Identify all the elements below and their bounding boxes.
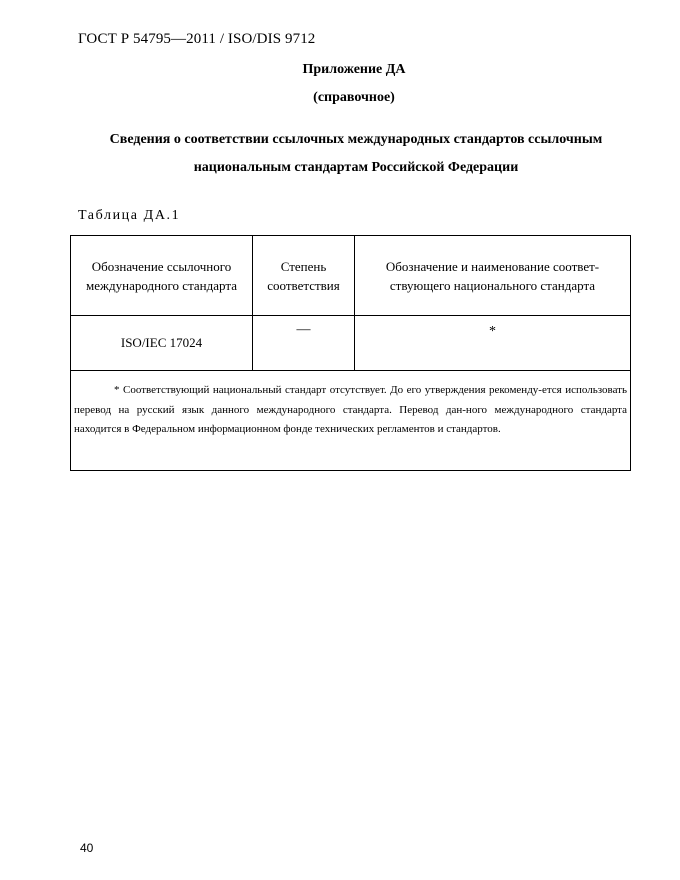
correspondence-table xyxy=(70,235,630,471)
annex-title: Приложение ДА xyxy=(302,62,406,77)
page-number: 40 xyxy=(80,841,94,855)
cell-degree xyxy=(253,316,355,371)
cell-national-standard xyxy=(355,316,631,371)
degree-value: — xyxy=(296,322,311,337)
header-col1-line-2: международного стандарта xyxy=(86,277,237,293)
correspondence-table-grid xyxy=(70,235,631,471)
table-row xyxy=(71,316,631,371)
header-col3-line-1: Обозначение и наименование соответ- xyxy=(385,258,600,274)
header-international-standard xyxy=(71,236,253,316)
header-national-standard xyxy=(355,236,631,316)
table-header-row xyxy=(71,236,631,316)
header-col1-line-1: Обозначение ссылочного xyxy=(91,258,232,274)
cell-international-standard xyxy=(71,316,253,371)
document-code: ГОСТ Р 54795—2011 / ISO/DIS 9712 xyxy=(78,31,316,47)
table-caption: Таблица ДА.1 xyxy=(78,208,181,223)
header-col2-line-2: соответствия xyxy=(267,277,340,293)
national-standard-value: * xyxy=(489,324,496,339)
table-footnote xyxy=(71,371,631,471)
header-col3-line-2: ствующего национального стандарта xyxy=(389,277,596,293)
header-degree-of-correspondence xyxy=(253,236,355,316)
section-title-line-2: национальным стандартам Российской Федерации xyxy=(193,160,519,175)
header-col2-line-1: Степень xyxy=(280,258,327,274)
footnote-text: * Соответствующий национальный стандарт отсутствует. До его утверждения рекоменду-ется использовать перевод на русский язык данного международного стандарта. Перевод дан-ного международного стандарта находится в Федеральном информационном фонде технических регламентов и стандартов. xyxy=(74,384,627,435)
section-title-line-1: Сведения о соответствии ссылочных международных стандартов ссылочным xyxy=(109,132,603,147)
standard-designation: ISO/IEC 17024 xyxy=(120,335,203,350)
table-note-row xyxy=(71,371,631,471)
annex-subtitle: (справочное) xyxy=(313,90,395,105)
section-title xyxy=(70,126,642,182)
